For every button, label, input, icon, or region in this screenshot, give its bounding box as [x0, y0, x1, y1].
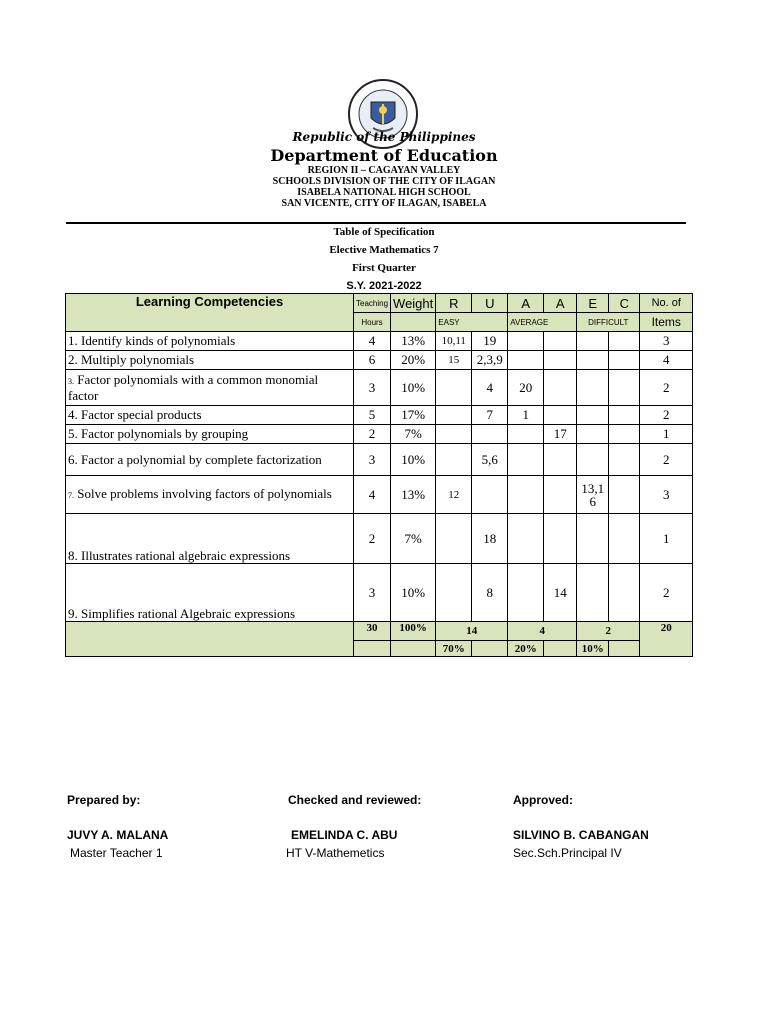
pct-blank-4 [544, 641, 577, 657]
pct-blank-1 [354, 641, 391, 657]
cell-e [577, 406, 609, 425]
cell-items: 4 [640, 351, 693, 370]
table-row [66, 370, 693, 406]
cell-items: 1 [640, 514, 693, 564]
pct-blank-5 [609, 641, 640, 657]
table-body [66, 332, 693, 622]
competency-cell [66, 370, 354, 406]
cell-hours: 4 [354, 476, 391, 514]
header-school: ISABELA NATIONAL HIGH SCHOOL [297, 187, 471, 198]
approved-label: Approved: [513, 793, 573, 807]
competency-cell [66, 406, 354, 425]
cell-e [577, 444, 609, 476]
competency-text: 8. Illustrates rational algebraic expressions [68, 548, 291, 563]
cell-u: 7 [472, 406, 508, 425]
competency-text: 1. Identify kinds of polynomials [68, 333, 236, 348]
header-no-of: No. of [640, 294, 693, 313]
cell-a2 [544, 514, 577, 564]
cell-u: 18 [472, 514, 508, 564]
cell-c [609, 351, 640, 370]
table-row [66, 406, 693, 425]
cell-u: 2,3,9 [472, 351, 508, 370]
competency-cell [66, 351, 354, 370]
cell-e [577, 425, 609, 444]
cell-r: 12 [436, 476, 472, 514]
header-division: SCHOOLS DIVISION OF THE CITY OF ILAGAN [272, 176, 496, 187]
competency-text: 2. Multiply polynomials [68, 352, 195, 367]
cell-a1 [508, 564, 544, 622]
table-row [66, 476, 693, 514]
checked-title: HT V-Mathemetics [286, 846, 385, 860]
cell-a2: 17 [544, 425, 577, 444]
cell-hours: 2 [354, 514, 391, 564]
header-average: AVERAGE [508, 313, 577, 332]
cell-a1 [508, 514, 544, 564]
competency-cell [66, 476, 354, 514]
cell-a2: 14 [544, 564, 577, 622]
cell-c [609, 514, 640, 564]
cell-hours: 6 [354, 351, 391, 370]
cell-u: 5,6 [472, 444, 508, 476]
cell-r [436, 406, 472, 425]
cell-r: 10,11 [436, 332, 472, 351]
cell-hours: 5 [354, 406, 391, 425]
total-easy: 14 [436, 622, 508, 641]
cell-a2 [544, 332, 577, 351]
header-a1: A [508, 294, 544, 313]
cell-a1 [508, 425, 544, 444]
cell-a2 [544, 406, 577, 425]
doc-school-year: S.Y. 2021-2022 [346, 280, 422, 292]
pct-difficult: 10% [577, 641, 609, 657]
totals-row [66, 622, 693, 641]
competency-cell [66, 444, 354, 476]
cell-e [577, 332, 609, 351]
cell-items: 2 [640, 370, 693, 406]
cell-items: 1 [640, 425, 693, 444]
pct-blank-2 [391, 641, 436, 657]
cell-c [609, 476, 640, 514]
cell-weight: 17% [391, 406, 436, 425]
cell-e: 13,1 6 [577, 476, 609, 514]
cell-items: 2 [640, 406, 693, 425]
approved-title: Sec.Sch.Principal IV [513, 846, 622, 860]
competency-cell [66, 332, 354, 351]
competency-text: Factor polynomials with a common monomial factor [68, 371, 319, 403]
cell-u: 19 [472, 332, 508, 351]
cell-weight: 13% [391, 332, 436, 351]
cell-a1 [508, 332, 544, 351]
competency-text: 4. Factor special products [68, 407, 202, 422]
cell-a1 [508, 444, 544, 476]
specification-table [65, 293, 693, 657]
doc-quarter: First Quarter [352, 262, 416, 274]
table-row [66, 444, 693, 476]
cell-a1: 20 [508, 370, 544, 406]
cell-c [609, 370, 640, 406]
checked-label: Checked and reviewed: [288, 793, 422, 807]
cell-c [609, 332, 640, 351]
prepared-label: Prepared by: [67, 793, 141, 807]
cell-items: 3 [640, 332, 693, 351]
header-republic: Republic of the Philippines [292, 130, 476, 144]
table-row [66, 514, 693, 564]
competency-cell [66, 425, 354, 444]
doc-title: Table of Specification [333, 226, 435, 238]
competency-number: 7. [68, 490, 74, 500]
totals-blank [66, 622, 354, 657]
competency-text: Solve problems involving factors of polynomials [74, 485, 332, 501]
cell-r: 15 [436, 351, 472, 370]
header-a2: A [544, 294, 577, 313]
cell-weight: 20% [391, 351, 436, 370]
cell-c [609, 444, 640, 476]
cell-c [609, 425, 640, 444]
cell-e [577, 514, 609, 564]
competency-number: 3. [68, 376, 74, 386]
cell-hours: 4 [354, 332, 391, 351]
cell-u [472, 476, 508, 514]
total-items: 20 [640, 622, 693, 657]
prepared-title: Master Teacher 1 [70, 846, 163, 860]
cell-a1 [508, 476, 544, 514]
cell-c [609, 564, 640, 622]
cell-r [436, 370, 472, 406]
cell-r [436, 444, 472, 476]
header-items: Items [640, 313, 693, 332]
competency-text: 9. Simplifies rational Algebraic expressions [68, 606, 296, 621]
doc-subject: Elective Mathematics 7 [329, 244, 439, 256]
cell-weight: 7% [391, 514, 436, 564]
competency-text: 5. Factor polynomials by grouping [68, 426, 249, 441]
competency-text: 6. Factor a polynomial by complete factorization [68, 451, 322, 467]
header-hours: Hours [354, 313, 391, 332]
cell-items: 2 [640, 444, 693, 476]
header-easy: EASY [436, 313, 508, 332]
cell-hours: 3 [354, 444, 391, 476]
header-u: U [472, 294, 508, 313]
cell-items: 3 [640, 476, 693, 514]
cell-items: 2 [640, 564, 693, 622]
cell-r [436, 564, 472, 622]
approved-name: SILVINO B. CABANGAN [513, 828, 649, 842]
header-address: SAN VICENTE, CITY OF ILAGAN, ISABELA [281, 198, 487, 209]
header-competencies: Learning Competencies [66, 294, 354, 332]
table-row [66, 564, 693, 622]
header-difficult: DIFFICULT [577, 313, 640, 332]
cell-hours: 3 [354, 564, 391, 622]
cell-r [436, 425, 472, 444]
cell-e [577, 564, 609, 622]
cell-a2 [544, 444, 577, 476]
header-weight: Weight [391, 294, 436, 313]
pct-blank-3 [472, 641, 508, 657]
cell-u [472, 425, 508, 444]
pct-easy: 70% [436, 641, 472, 657]
cell-weight: 10% [391, 370, 436, 406]
cell-r [436, 514, 472, 564]
total-average: 4 [508, 622, 577, 641]
table-row [66, 425, 693, 444]
checked-name: EMELINDA C. ABU [291, 828, 398, 842]
cell-hours: 2 [354, 425, 391, 444]
header-e: E [577, 294, 609, 313]
header-department: Department of Education [270, 146, 498, 165]
cell-a1: 1 [508, 406, 544, 425]
total-hours: 30 [354, 622, 391, 641]
cell-e [577, 351, 609, 370]
cell-weight: 10% [391, 444, 436, 476]
header-c: C [609, 294, 640, 313]
cell-hours: 3 [354, 370, 391, 406]
competency-cell [66, 514, 354, 564]
table-row [66, 332, 693, 351]
header-weight-blank [391, 313, 436, 332]
cell-a2 [544, 476, 577, 514]
cell-weight: 7% [391, 425, 436, 444]
cell-a2 [544, 351, 577, 370]
cell-weight: 13% [391, 476, 436, 514]
total-difficult: 2 [577, 622, 640, 641]
cell-e [577, 370, 609, 406]
total-weight: 100% [391, 622, 436, 641]
cell-u: 8 [472, 564, 508, 622]
cell-u: 4 [472, 370, 508, 406]
cell-a2 [544, 370, 577, 406]
cell-a1 [508, 351, 544, 370]
cell-weight: 10% [391, 564, 436, 622]
competency-cell [66, 564, 354, 622]
cell-c [609, 406, 640, 425]
table-row [66, 351, 693, 370]
header-divider [66, 222, 686, 224]
header-teaching: Teaching [354, 294, 391, 313]
prepared-name: JUVY A. MALANA [67, 828, 169, 842]
header-region: REGION II – CAGAYAN VALLEY [307, 165, 461, 176]
header-r: R [436, 294, 472, 313]
pct-average: 20% [508, 641, 544, 657]
